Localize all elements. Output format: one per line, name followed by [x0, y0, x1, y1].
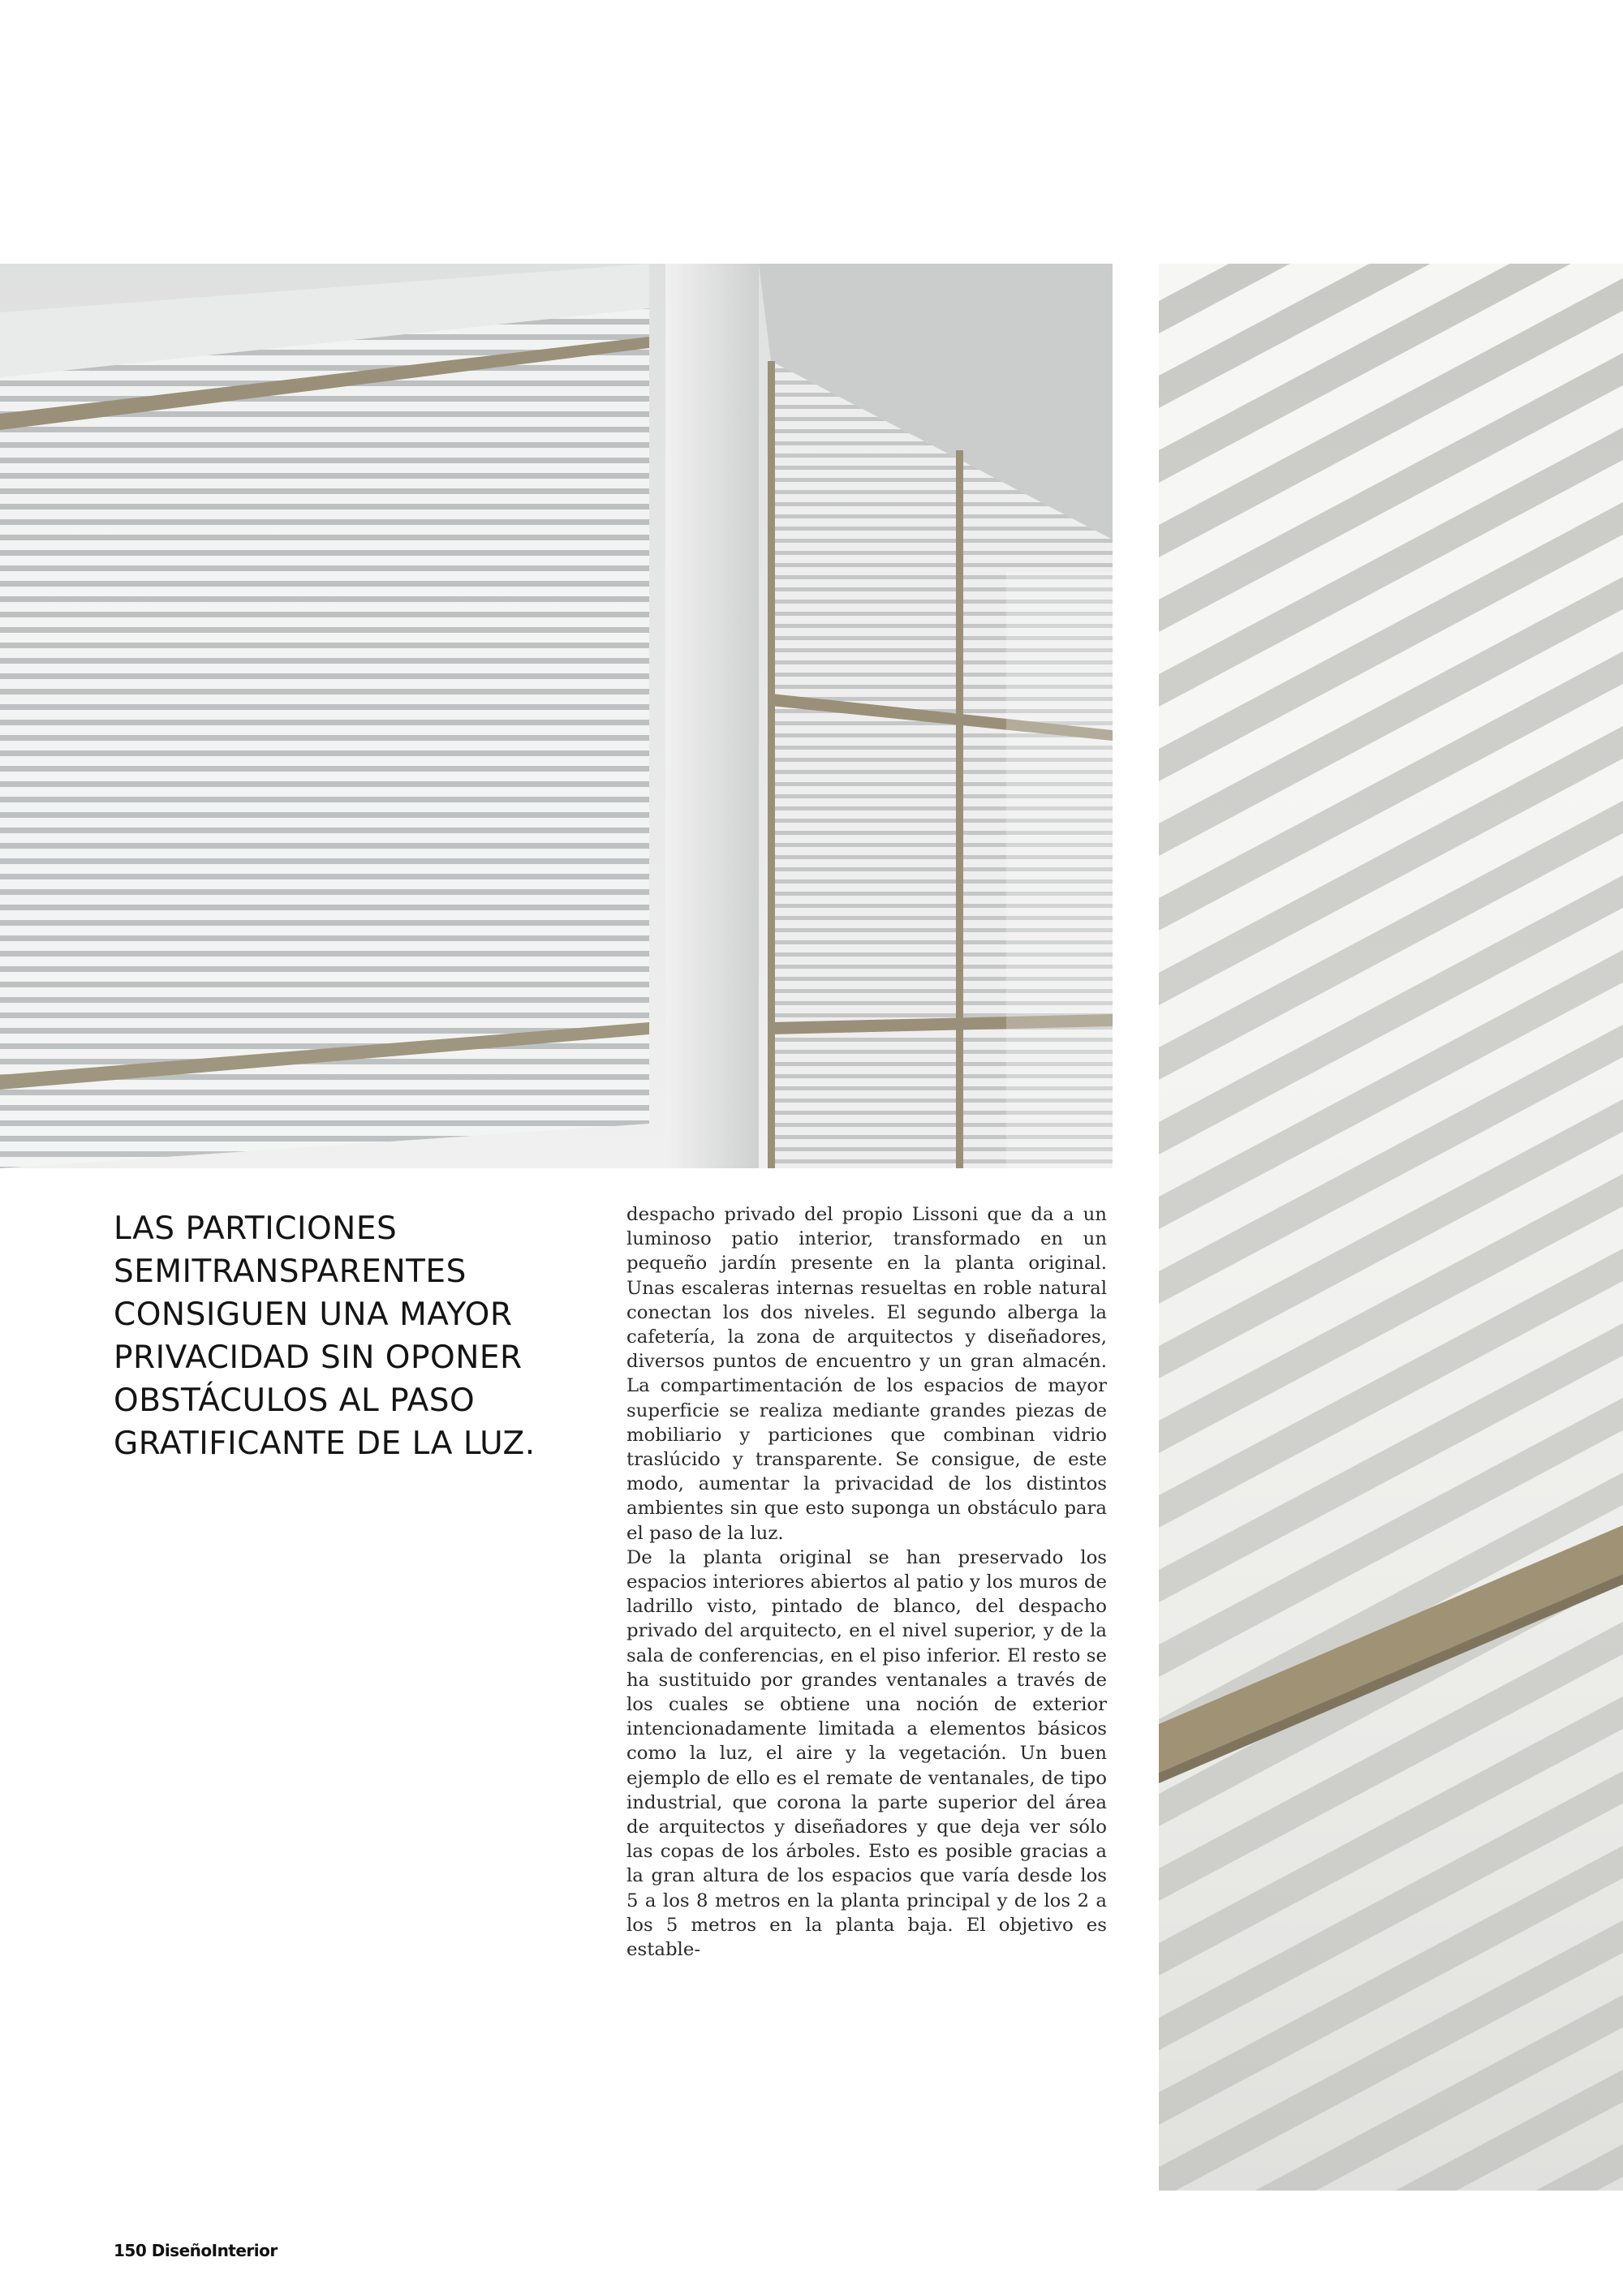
- pull-quote-line: CONSIGUEN UNA MAYOR: [114, 1296, 513, 1333]
- article-paragraph: De la planta original se han preservado los espacios interiores abiertos al patio y los muros de ladrillo visto, pintado de blanco, del despacho privado del arquitecto, en el nivel superior, y de la sala de conferencias, en el piso inferior. El resto se ha sustituido por grandes ventanales a través de los cuales se obtiene una noción de exterior intencionadamente limitada a elementos básicos como la luz, el aire y la vegetación. Un buen ejemplo de ello es el remate de ventanales, de tipo industrial, que corona la parte superior del área de arquitectos y diseñadores y que deja ver sólo las copas de los árboles. Esto es posible gracias a la gran altura de los espacios que varía desde los 5 a los 8 metros en la planta principal y de los 2 a los 5 metros en la planta baja. El objetivo es estable-: [626, 1546, 1107, 1961]
- pull-quote-line: LAS PARTICIONES: [114, 1210, 398, 1247]
- photo-striped-glass-detail-illustration: [1159, 264, 1623, 2191]
- photo-glass-partitions-illustration: [0, 264, 1113, 1168]
- page-number: 150: [114, 2241, 147, 2260]
- article-body: [626, 1202, 1107, 1962]
- pull-quote-line: GRATIFICANTE DE LA LUZ.: [114, 1425, 536, 1462]
- page-folio: [114, 2241, 278, 2260]
- pull-quote-line: SEMITRANSPARENTES: [114, 1253, 467, 1290]
- magazine-name: DiseñoInterior: [151, 2241, 278, 2260]
- photo-glass-partitions: [0, 264, 1113, 1168]
- article-paragraph: despacho privado del propio Lissoni que da a un luminoso patio interior, transformado en un pequeño jardín presente en la planta original. Unas escaleras internas resueltas en roble natural conectan los dos niveles. El segundo alberga la cafetería, la zona de arquitectos y diseñadores, diversos puntos de encuentro y un gran almacén. La compartimentación de los espacios de mayor superficie se realiza mediante grandes piezas de mobiliario y particiones que combinan vidrio traslúcido y transparente. Se consigue, de este modo, aumentar la privacidad de los distintos ambientes sin que esto suponga un obstáculo para el paso de la luz.: [626, 1204, 1107, 1544]
- pull-quote-line: PRIVACIDAD SIN OPONER: [114, 1339, 523, 1376]
- pull-quote-line: OBSTÁCULOS AL PASO: [114, 1382, 476, 1419]
- pull-quote: [114, 1207, 601, 1465]
- photo-striped-glass-detail: [1159, 264, 1623, 2191]
